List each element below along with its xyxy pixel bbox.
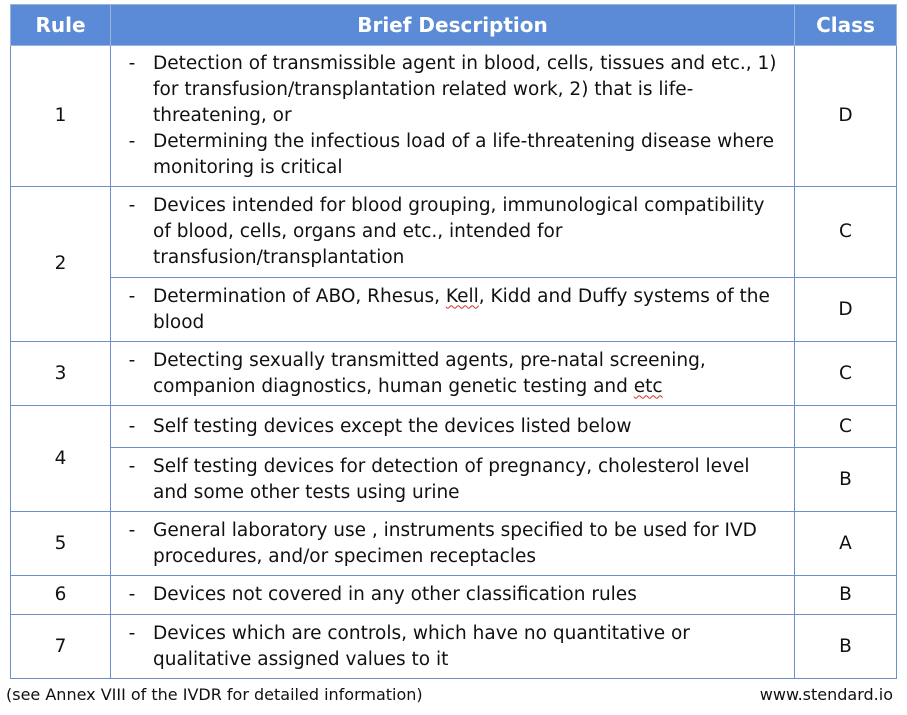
description-item bbox=[111, 621, 784, 673]
bullet-dash: - bbox=[128, 584, 136, 605]
description-item bbox=[111, 582, 784, 608]
description-item bbox=[111, 454, 784, 506]
description-cell bbox=[111, 342, 795, 406]
rule-number: 1 bbox=[11, 46, 111, 187]
description-cell bbox=[111, 278, 795, 342]
bullet-dash: - bbox=[128, 131, 136, 152]
description-item bbox=[111, 518, 784, 570]
rule-number: 3 bbox=[11, 342, 111, 406]
class-value: B bbox=[795, 576, 897, 615]
header-rule: Rule bbox=[11, 5, 111, 46]
description-text: Self testing devices except the devices listed below bbox=[153, 415, 632, 437]
description-item bbox=[111, 284, 784, 336]
table-row bbox=[11, 615, 897, 679]
description-item bbox=[111, 348, 784, 400]
bullet-dash: - bbox=[128, 455, 136, 477]
table-row bbox=[11, 512, 897, 576]
description-cell bbox=[111, 406, 795, 448]
bullet-dash: - bbox=[128, 622, 136, 644]
footer-source: www.stendard.io bbox=[759, 685, 893, 704]
class-value: B bbox=[795, 615, 897, 679]
header-row bbox=[11, 5, 897, 46]
rule-number: 2 bbox=[11, 187, 111, 342]
description-item bbox=[111, 129, 784, 181]
footer-note: (see Annex VIII of the IVDR for detailed information) bbox=[6, 685, 423, 704]
description-text: Detection of transmissible agent in blood, cells, tissues and etc., 1) for transfusion/transplantation related work, 2) that is life-threatening, or bbox=[153, 53, 777, 126]
description-item bbox=[111, 193, 784, 271]
class-value: C bbox=[795, 342, 897, 406]
class-value: D bbox=[795, 278, 897, 342]
description-cell bbox=[111, 512, 795, 576]
class-value: D bbox=[795, 46, 897, 187]
description-cell bbox=[111, 187, 795, 278]
table-row bbox=[11, 278, 897, 342]
rule-number: 6 bbox=[11, 576, 111, 615]
table-row bbox=[11, 448, 897, 512]
description-text: Determining the infectious load of a life-threatening disease where monitoring is critical bbox=[153, 131, 774, 178]
description-item bbox=[111, 414, 784, 440]
bullet-dash: - bbox=[128, 53, 136, 74]
table-row bbox=[11, 187, 897, 278]
table-row bbox=[11, 576, 897, 615]
rule-number: 4 bbox=[11, 406, 111, 512]
class-value: C bbox=[795, 406, 897, 448]
description-text: Devices intended for blood grouping, immunological compatibility of blood, cells, organs and etc., intended for transfusion/transplantation bbox=[153, 195, 765, 268]
description-item bbox=[111, 51, 784, 129]
bullet-dash: - bbox=[128, 285, 136, 307]
description-cell bbox=[111, 448, 795, 512]
bullet-dash: - bbox=[128, 195, 136, 216]
classification-table bbox=[10, 4, 897, 679]
table-row bbox=[11, 342, 897, 406]
description-text: Detecting sexually transmitted agents, pre-natal screening, companion diagnostics, human genetic testing and etc bbox=[153, 349, 706, 397]
description-text: General laboratory use , instruments specified to be used for IVD procedures, and/or specimen receptacles bbox=[153, 519, 757, 567]
class-value: B bbox=[795, 448, 897, 512]
class-value: C bbox=[795, 187, 897, 278]
bullet-dash: - bbox=[128, 349, 136, 371]
rule-number: 5 bbox=[11, 512, 111, 576]
bullet-dash: - bbox=[128, 415, 136, 437]
description-text: Devices which are controls, which have no quantitative or qualitative assigned values to it bbox=[153, 622, 690, 670]
description-cell bbox=[111, 46, 795, 187]
description-text: Self testing devices for detection of pregnancy, cholesterol level and some other tests using urine bbox=[153, 455, 750, 503]
description-cell bbox=[111, 576, 795, 615]
rule-number: 7 bbox=[11, 615, 111, 679]
header-description: Brief Description bbox=[111, 5, 795, 46]
description-text: Determination of ABO, Rhesus, Kell, Kidd and Duffy systems of the blood bbox=[153, 285, 770, 333]
description-text: Devices not covered in any other classification rules bbox=[153, 584, 637, 605]
class-value: A bbox=[795, 512, 897, 576]
bullet-dash: - bbox=[128, 519, 136, 541]
description-cell bbox=[111, 615, 795, 679]
table-row bbox=[11, 406, 897, 448]
header-class: Class bbox=[795, 5, 897, 46]
table-row bbox=[11, 46, 897, 187]
